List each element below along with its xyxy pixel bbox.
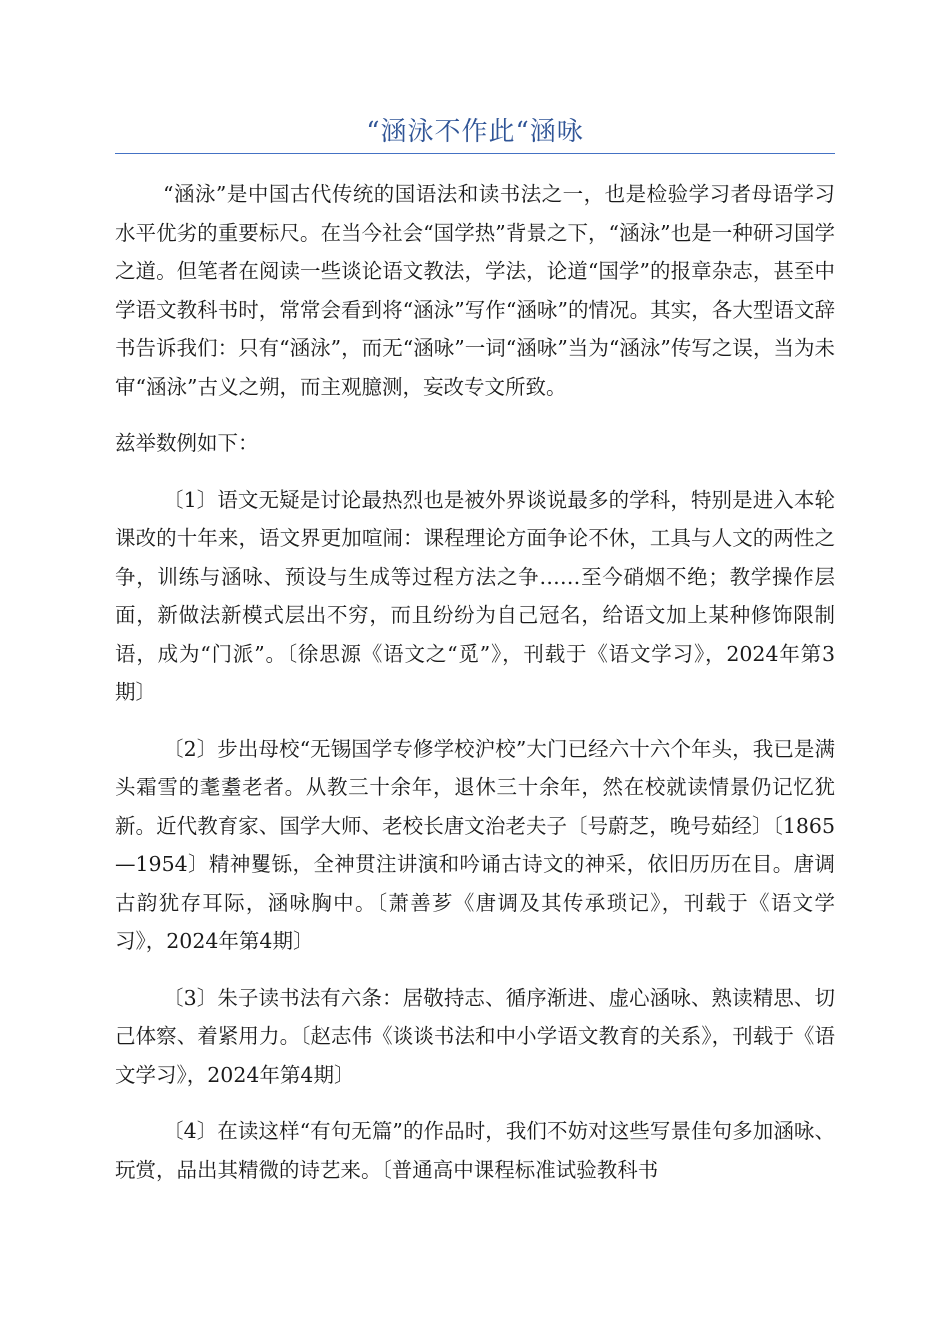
- document-body: [115, 175, 835, 1207]
- example-paragraph-2: 〔2〕步出母校“无锡国学专修学校沪校”大门已经六十六个年头，我已是满头霜雪的耄耋老者。从教三十余年，退休三十余年，然在校就读情景仍记忆犹新。近代教育家、国学大师、老校长唐文治老夫子〔号蔚芝，晚号茹经〕〔1865—1954〕精神矍铄，全神贯注讲演和吟诵古诗文的神采，依旧历历在目。唐调古韵犹存耳际，涵咏胸中。〔萧善芗《唐调及其传承琐记》，刊载于《语文学习》，2024年第4期〕: [115, 736, 835, 953]
- lead-paragraph: 兹举数例如下：: [115, 431, 259, 455]
- title-underline: [115, 153, 835, 154]
- example-paragraph-4: 〔4〕在读这样“有句无篇”的作品时，我们不妨对这些写景佳句多加涵咏、玩赏，品出其精微的诗艺来。〔普通高中课程标准试验教科书: [115, 1119, 835, 1182]
- example-paragraph-1: 〔1〕语文无疑是讨论最热烈也是被外界谈说最多的学科，特别是进入本轮课改的十年来，语文界更加喧闹：课程理论方面争论不休，工具与人文的两性之争，训练与涵咏、预设与生成等过程方法之争……至今硝烟不绝；教学操作层面，新做法新模式层出不穷，而且纷纷为自己冠名，给语文加上某种修饰限制语，成为“门派”。〔徐思源《语文之“觅”》，刊载于《语文学习》，2024年第3期〕: [115, 487, 835, 704]
- example-paragraph-3: 〔3〕朱子读书法有六条：居敬持志、循序渐进、虚心涵咏、熟读精思、切己体察、着紧用力。〔赵志伟《谈谈书法和中小学语文教育的关系》，刊载于《语文学习》，2024年第4期〕: [115, 985, 835, 1087]
- document-title: “涵泳不作此“涵咏: [366, 117, 584, 147]
- intro-paragraph: “涵泳”是中国古代传统的国语法和读书法之一，也是检验学习者母语学习水平优劣的重要标尺。在当今社会“国学热”背景之下，“涵泳”也是一种研习国学之道。但笔者在阅读一些谈论语文教法，学法，论道“国学”的报章杂志，甚至中学语文教科书时，常常会看到将“涵泳”写作“涵咏”的情况。其实，各大型语文辞书告诉我们：只有“涵泳”，而无“涵咏”一词“涵咏”当为“涵泳”传写之误，当为未审“涵泳”古义之朔，而主观臆测，妄改专文所致。: [115, 182, 835, 399]
